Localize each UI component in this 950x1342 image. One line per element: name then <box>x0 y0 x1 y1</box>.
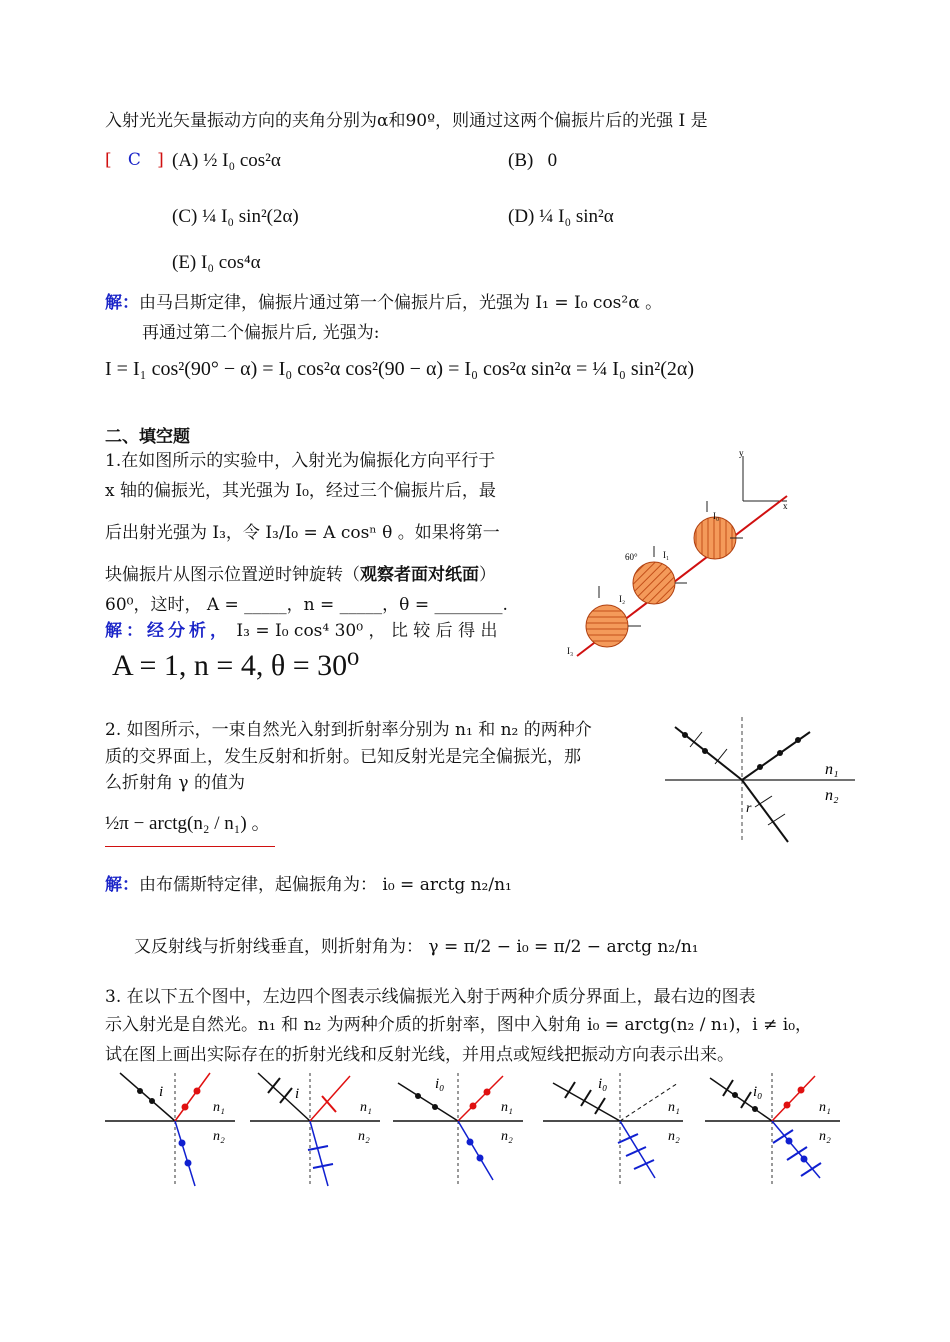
diagram-4 <box>543 1073 683 1186</box>
q3-line2: 示入射光是自然光。n₁ 和 n₂ 为两种介质的折射率，图中入射角 i₀ = arctg(n₂ / n₁)，i ≠ i₀， <box>105 1015 813 1035</box>
polarizer-1 <box>694 517 736 559</box>
q2-answer: ½π − arctg(n₂ / n₁) 。 <box>105 813 271 834</box>
q1-line2: x 轴的偏振光，其光强为 I₀，经过三个偏振片后，最 <box>105 481 496 501</box>
q1-line3: 后出射光强为 I₃，令 I₃/I₀ = A cosⁿ θ 。如果将第一 <box>105 523 500 543</box>
q2-line2: 质的交界面上，发生反射和折射。已知反射光是完全偏振光，那 <box>105 747 581 767</box>
q2-line3: 么折射角 γ 的值为 <box>105 773 245 793</box>
svg-text:n₁: n₁ <box>213 1100 225 1115</box>
svg-text:n₁: n₁ <box>819 1100 831 1115</box>
n2-label: n₂ <box>825 787 839 804</box>
option-b: (B) 0 <box>508 150 558 171</box>
answer-underline <box>105 846 275 847</box>
n1-label: n₁ <box>825 761 839 778</box>
svg-text:n₁: n₁ <box>668 1100 680 1115</box>
solution-1: 解：由马吕斯定律，偏振片通过第一个偏振片后，光强为 I₁ = I₀ cos²α 。 <box>105 293 663 313</box>
refraction-figure <box>660 712 860 847</box>
svg-text:n₂: n₂ <box>819 1129 831 1144</box>
svg-text:n₂: n₂ <box>213 1129 225 1144</box>
y-axis-label: y <box>739 448 744 458</box>
svg-text:n₁: n₁ <box>360 1100 372 1115</box>
option-e: (E) I₀ cos⁴α <box>172 252 261 273</box>
svg-text:i₀: i₀ <box>753 1084 763 1100</box>
q3-line1: 3. 在以下五个图中，左边四个图表示线偏振光入射于两种介质分界面上，最右边的图表 <box>105 987 756 1007</box>
q3-line3: 试在图上画出实际存在的折射光线和反射光线，并用点或短线把振动方向表示出来。 <box>105 1045 734 1065</box>
q2-line1: 2. 如图所示，一束自然光入射到折射率分别为 n₁ 和 n₂ 的两种介 <box>105 720 592 740</box>
q1-solution: 解：经分析， I₃ = I₀ cos⁴ 30⁰ ， 比 较 后 得 出 <box>105 621 498 641</box>
svg-text:n₂: n₂ <box>668 1129 680 1144</box>
answer-bracket: [ C ] <box>105 150 164 170</box>
polarizer-figure <box>555 446 805 671</box>
option-a: (A) ½ I₀ cos²α <box>172 150 281 171</box>
solution-1-line2: 再通过第二个偏振片后, 光强为: <box>142 323 380 343</box>
label-i2: I₂ <box>619 594 626 604</box>
label-i1: I₁ <box>663 550 670 560</box>
svg-text:i: i <box>159 1084 164 1100</box>
svg-text:i₀: i₀ <box>435 1076 445 1092</box>
polarizer-2 <box>633 562 675 604</box>
five-diagrams <box>105 1068 845 1193</box>
angle-label: 60° <box>625 552 638 562</box>
diagram-3 <box>393 1073 523 1186</box>
q1-result: A = 1, n = 4, θ = 30⁰ <box>112 649 360 682</box>
q1-line5: 60⁰，这时， A = _____，n = _____，θ = ________. <box>105 595 508 615</box>
solution-1-equation: I = I₁ cos²(90° − α) = I₀ cos²α cos²(90 − α) = I₀ cos²α sin²α = ¼ I₀ sin²(2α) <box>105 358 694 380</box>
svg-text:i₀: i₀ <box>598 1076 608 1092</box>
x-axis-label: x <box>783 501 788 511</box>
r-label: r <box>746 801 752 816</box>
diagram-1 <box>105 1073 235 1186</box>
diagram-5 <box>705 1073 840 1186</box>
svg-text:i: i <box>295 1086 300 1102</box>
q1-line4: 块偏振片从图示位置逆时钟旋转（观察者面对纸面） <box>105 565 496 585</box>
q2-solution-line2: 又反射线与折射线垂直，则折射角为： γ = π/2 − i₀ = π/2 − arctg n₂/n₁ <box>134 937 699 957</box>
svg-text:n₂: n₂ <box>358 1129 370 1144</box>
svg-text:n₁: n₁ <box>501 1100 513 1115</box>
intro-line: 入射光光矢量振动方向的夹角分别为α和90º，则通过这两个偏振片后的光强 I 是 <box>105 111 708 131</box>
q2-solution: 解：由布儒斯特定律，起偏振角为： i₀ = arctg n₂/n₁ <box>105 875 512 895</box>
q1-line1: 1.在如图所示的实验中，入射光为偏振化方向平行于 <box>105 451 496 471</box>
option-d: (D) ¼ I₀ sin²α <box>508 206 614 227</box>
section-title: 二、填空题 <box>105 427 190 447</box>
diagram-2 <box>250 1073 380 1186</box>
polarizer-3 <box>586 605 628 647</box>
label-i3: I₃ <box>567 646 574 656</box>
label-i0: I₀ <box>713 511 720 521</box>
option-c: (C) ¼ I₀ sin²(2α) <box>172 206 299 227</box>
svg-text:n₂: n₂ <box>501 1129 513 1144</box>
